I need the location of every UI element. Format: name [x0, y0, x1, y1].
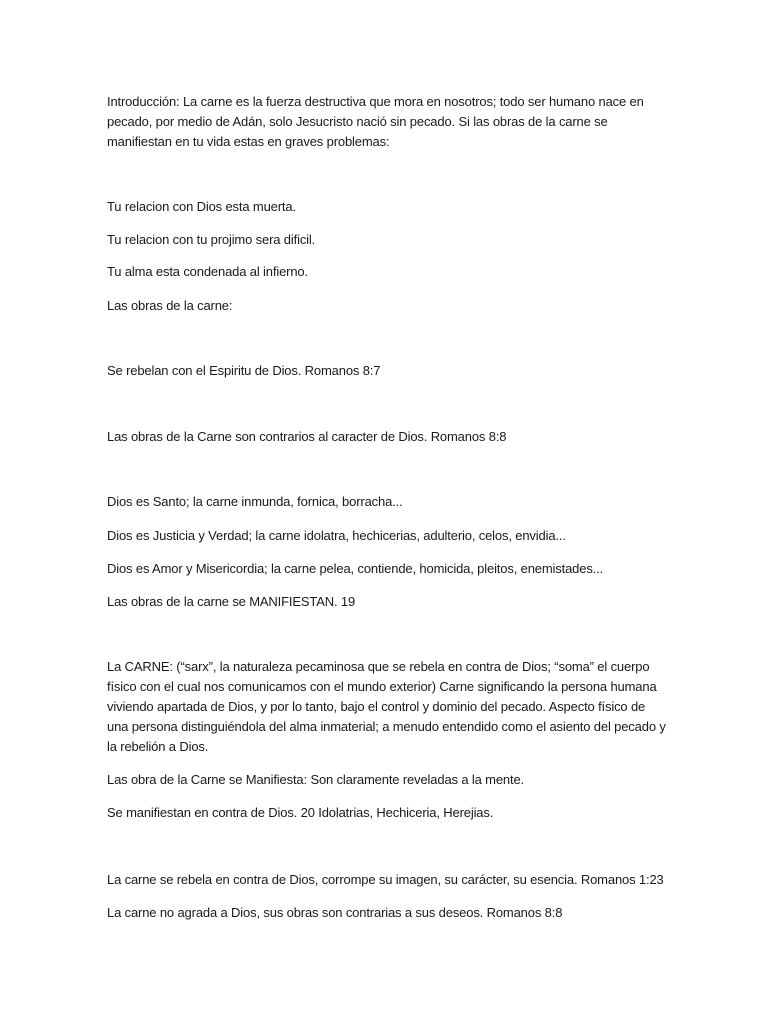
paragraph-contrarios-caracter: Las obras de la Carne son contrarios al caracter de Dios. Romanos 8:8: [107, 429, 507, 444]
introduction-paragraph: Introducción: La carne es la fuerza destructiva que mora en nosotros; todo ser humano nace en pecado, por medio de Adán, solo Jesucristo nació sin pecado. Si las obras de la carne se manifiestan en tu vida estas en graves problemas:: [107, 94, 644, 149]
paragraph-contra-dios: Se manifiestan en contra de Dios. 20 Idolatrias, Hechiceria, Herejias.: [107, 805, 494, 820]
paragraph-obra-manifiesta: Las obra de la Carne se Manifiesta: Son claramente reveladas a la mente.: [107, 772, 524, 787]
paragraph-dios-justicia: Dios es Justicia y Verdad; la carne idolatra, hechicerias, adulterio, celos, envidia...: [107, 528, 566, 543]
heading-obras-carne: Las obras de la carne:: [107, 298, 233, 313]
paragraph-dios-amor: Dios es Amor y Misericordia; la carne pelea, contiende, homicida, pleitos, enemistades...: [107, 561, 604, 576]
paragraph-dios-santo: Dios es Santo; la carne inmunda, fornica, borracha...: [107, 494, 403, 509]
paragraph-relacion-projimo: Tu relacion con tu projimo sera dificil.: [107, 232, 316, 247]
paragraph-la-carne-definicion: La CARNE: (“sarx”, la naturaleza pecaminosa que se rebela en contra de Dios; “soma” el cuerpo físico con el cual nos comunicamos con el mundo exterior) Carne significando la persona humana viviendo apartada de Dios, y por lo tanto, bajo el control y dominio del pecado. Aspecto físico de una persona distinguiéndola del alma inmaterial; a menudo entendido como el asiento del pecado y la rebelión a Dios.: [107, 659, 666, 754]
paragraph-no-agrada: La carne no agrada a Dios, sus obras son contrarias a sus deseos. Romanos 8:8: [107, 905, 563, 920]
paragraph-rebelan-espiritu: Se rebelan con el Espiritu de Dios. Romanos 8:7: [107, 363, 381, 378]
paragraph-rebela-imagen: La carne se rebela en contra de Dios, corrompe su imagen, su carácter, su esencia. Romanos 1:23: [107, 872, 664, 887]
paragraph-se-manifiestan: Las obras de la carne se MANIFIESTAN. 19: [107, 594, 356, 609]
paragraph-relacion-dios: Tu relacion con Dios esta muerta.: [107, 199, 296, 214]
paragraph-alma-condenada: Tu alma esta condenada al infierno.: [107, 264, 308, 279]
